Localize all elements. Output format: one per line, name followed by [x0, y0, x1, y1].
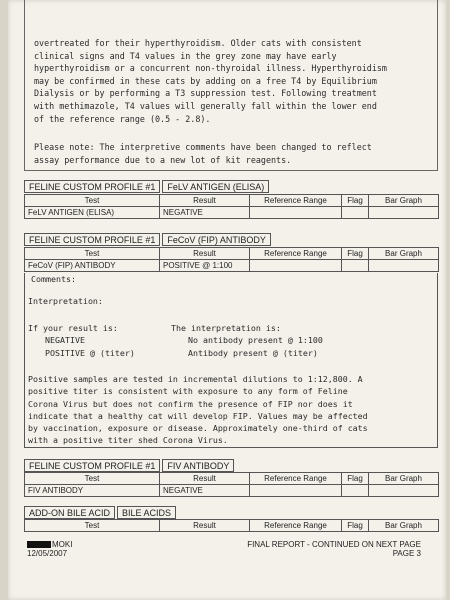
- flag: [342, 485, 369, 497]
- col-bar-graph: Bar Graph: [369, 195, 439, 207]
- test-result: POSITIVE @ 1:100: [160, 260, 250, 272]
- table-header-row: [25, 248, 439, 260]
- col-bar-graph: Bar Graph: [369, 248, 439, 260]
- col-reference-range: Reference Range: [250, 520, 342, 532]
- reagent-note: Please note: The interpretive comments have been changed to reflect assay performance due to a new lot of kit reagents.: [34, 142, 372, 165]
- fip-comment-body: Positive samples are tested in incremental dilutions to 1:12,800. A positive titer is consistent with exposure to any form of Feline Corona Virus but does not confirm the presence of FIP nor does it indicate that a healthy cat will develop FIP. Values may be affected by vaccination, exposure or disease. Approximately one-third of cats with a positive titer shed Corona Virus.: [28, 374, 368, 446]
- col-reference-range: Reference Range: [250, 473, 342, 485]
- profile-label: ADD-ON BILE ACID: [24, 506, 115, 519]
- felv-section-header: [24, 180, 269, 193]
- continued-notice: FINAL REPORT - CONTINUED ON NEXT PAGE: [247, 540, 421, 549]
- col-reference-range: Reference Range: [250, 248, 342, 260]
- col-flag: Flag: [342, 195, 369, 207]
- flag: [342, 260, 369, 272]
- table-row: [25, 485, 439, 497]
- patient-info: [27, 540, 72, 558]
- table-row: [25, 207, 439, 219]
- fiv-section-header: [24, 459, 234, 472]
- col-test: Test: [25, 248, 160, 260]
- bar-graph: [369, 207, 439, 219]
- panel-label: FIV ANTIBODY: [162, 459, 234, 472]
- reference-range: [250, 207, 342, 219]
- report-status: [231, 540, 421, 558]
- test-name: FIV ANTIBODY: [25, 485, 160, 497]
- fecov-comments-box: [24, 273, 438, 448]
- panel-label: BILE ACIDS: [117, 506, 176, 519]
- page-number: PAGE 3: [392, 549, 421, 558]
- bar-graph: [369, 260, 439, 272]
- col-result: Result: [160, 473, 250, 485]
- panel-label: FeCoV (FIP) ANTIBODY: [162, 233, 271, 246]
- test-name: FeCoV (FIP) ANTIBODY: [25, 260, 160, 272]
- col-result: Result: [160, 520, 250, 532]
- col-test: Test: [25, 473, 160, 485]
- comments-label: Comments:: [31, 274, 76, 284]
- test-result: NEGATIVE: [160, 485, 250, 497]
- table-header-row: [25, 520, 439, 532]
- test-result: NEGATIVE: [160, 207, 250, 219]
- profile-label: FELINE CUSTOM PROFILE #1: [24, 459, 160, 472]
- result-positive: POSITIVE @ (titer): [45, 348, 135, 358]
- report-date: 12/05/2007: [27, 549, 68, 558]
- col-bar-graph: Bar Graph: [369, 520, 439, 532]
- col-test: Test: [25, 195, 160, 207]
- thyroid-interpretation-text: overtreated for their hyperthyroidism. Older cats with consistent clinical signs and T4 values in the grey zone may have early hyperthyroidism or a concurrent non-thyroidal illness. Hyperthyroidism may be confirmed in these cats by adding on a free T4 by Equilibrium Dialysis or by performing a T3 suppression test. Following treatment with methimazole, T4 values will generally fall within the lower end of the reference range (0.5 - 2.8).: [34, 38, 387, 124]
- profile-label: FELINE CUSTOM PROFILE #1: [24, 180, 160, 193]
- col-result: Result: [160, 195, 250, 207]
- thyroid-interpretation-box: [24, 0, 438, 171]
- redacted-name-block: [27, 541, 51, 548]
- meaning-positive: Antibody present @ (titer): [188, 348, 318, 358]
- interpretation-label: Interpretation:: [28, 296, 103, 306]
- result-negative: NEGATIVE: [45, 335, 85, 345]
- if-result-label: If your result is:: [28, 323, 118, 333]
- table-row: [25, 260, 439, 272]
- fiv-results-table: [24, 472, 439, 497]
- col-flag: Flag: [342, 473, 369, 485]
- bar-graph: [369, 485, 439, 497]
- felv-results-table: [24, 194, 439, 219]
- table-header-row: [25, 195, 439, 207]
- interpretation-is-label: The interpretation is:: [171, 323, 281, 333]
- test-name: FeLV ANTIGEN (ELISA): [25, 207, 160, 219]
- bile-acid-section-header: [24, 506, 176, 519]
- profile-label: FELINE CUSTOM PROFILE #1: [24, 233, 160, 246]
- patient-name: MOKI: [52, 540, 73, 549]
- meaning-negative: No antibody present @ 1:100: [188, 335, 323, 345]
- fecov-results-table: [24, 247, 439, 272]
- fecov-section-header: [24, 233, 271, 246]
- reference-range: [250, 485, 342, 497]
- col-reference-range: Reference Range: [250, 195, 342, 207]
- col-flag: Flag: [342, 520, 369, 532]
- col-flag: Flag: [342, 248, 369, 260]
- table-header-row: [25, 473, 439, 485]
- col-bar-graph: Bar Graph: [369, 473, 439, 485]
- col-result: Result: [160, 248, 250, 260]
- flag: [342, 207, 369, 219]
- panel-label: FeLV ANTIGEN (ELISA): [162, 180, 269, 193]
- col-test: Test: [25, 520, 160, 532]
- reference-range: [250, 260, 342, 272]
- bile-acid-results-table: [24, 519, 439, 532]
